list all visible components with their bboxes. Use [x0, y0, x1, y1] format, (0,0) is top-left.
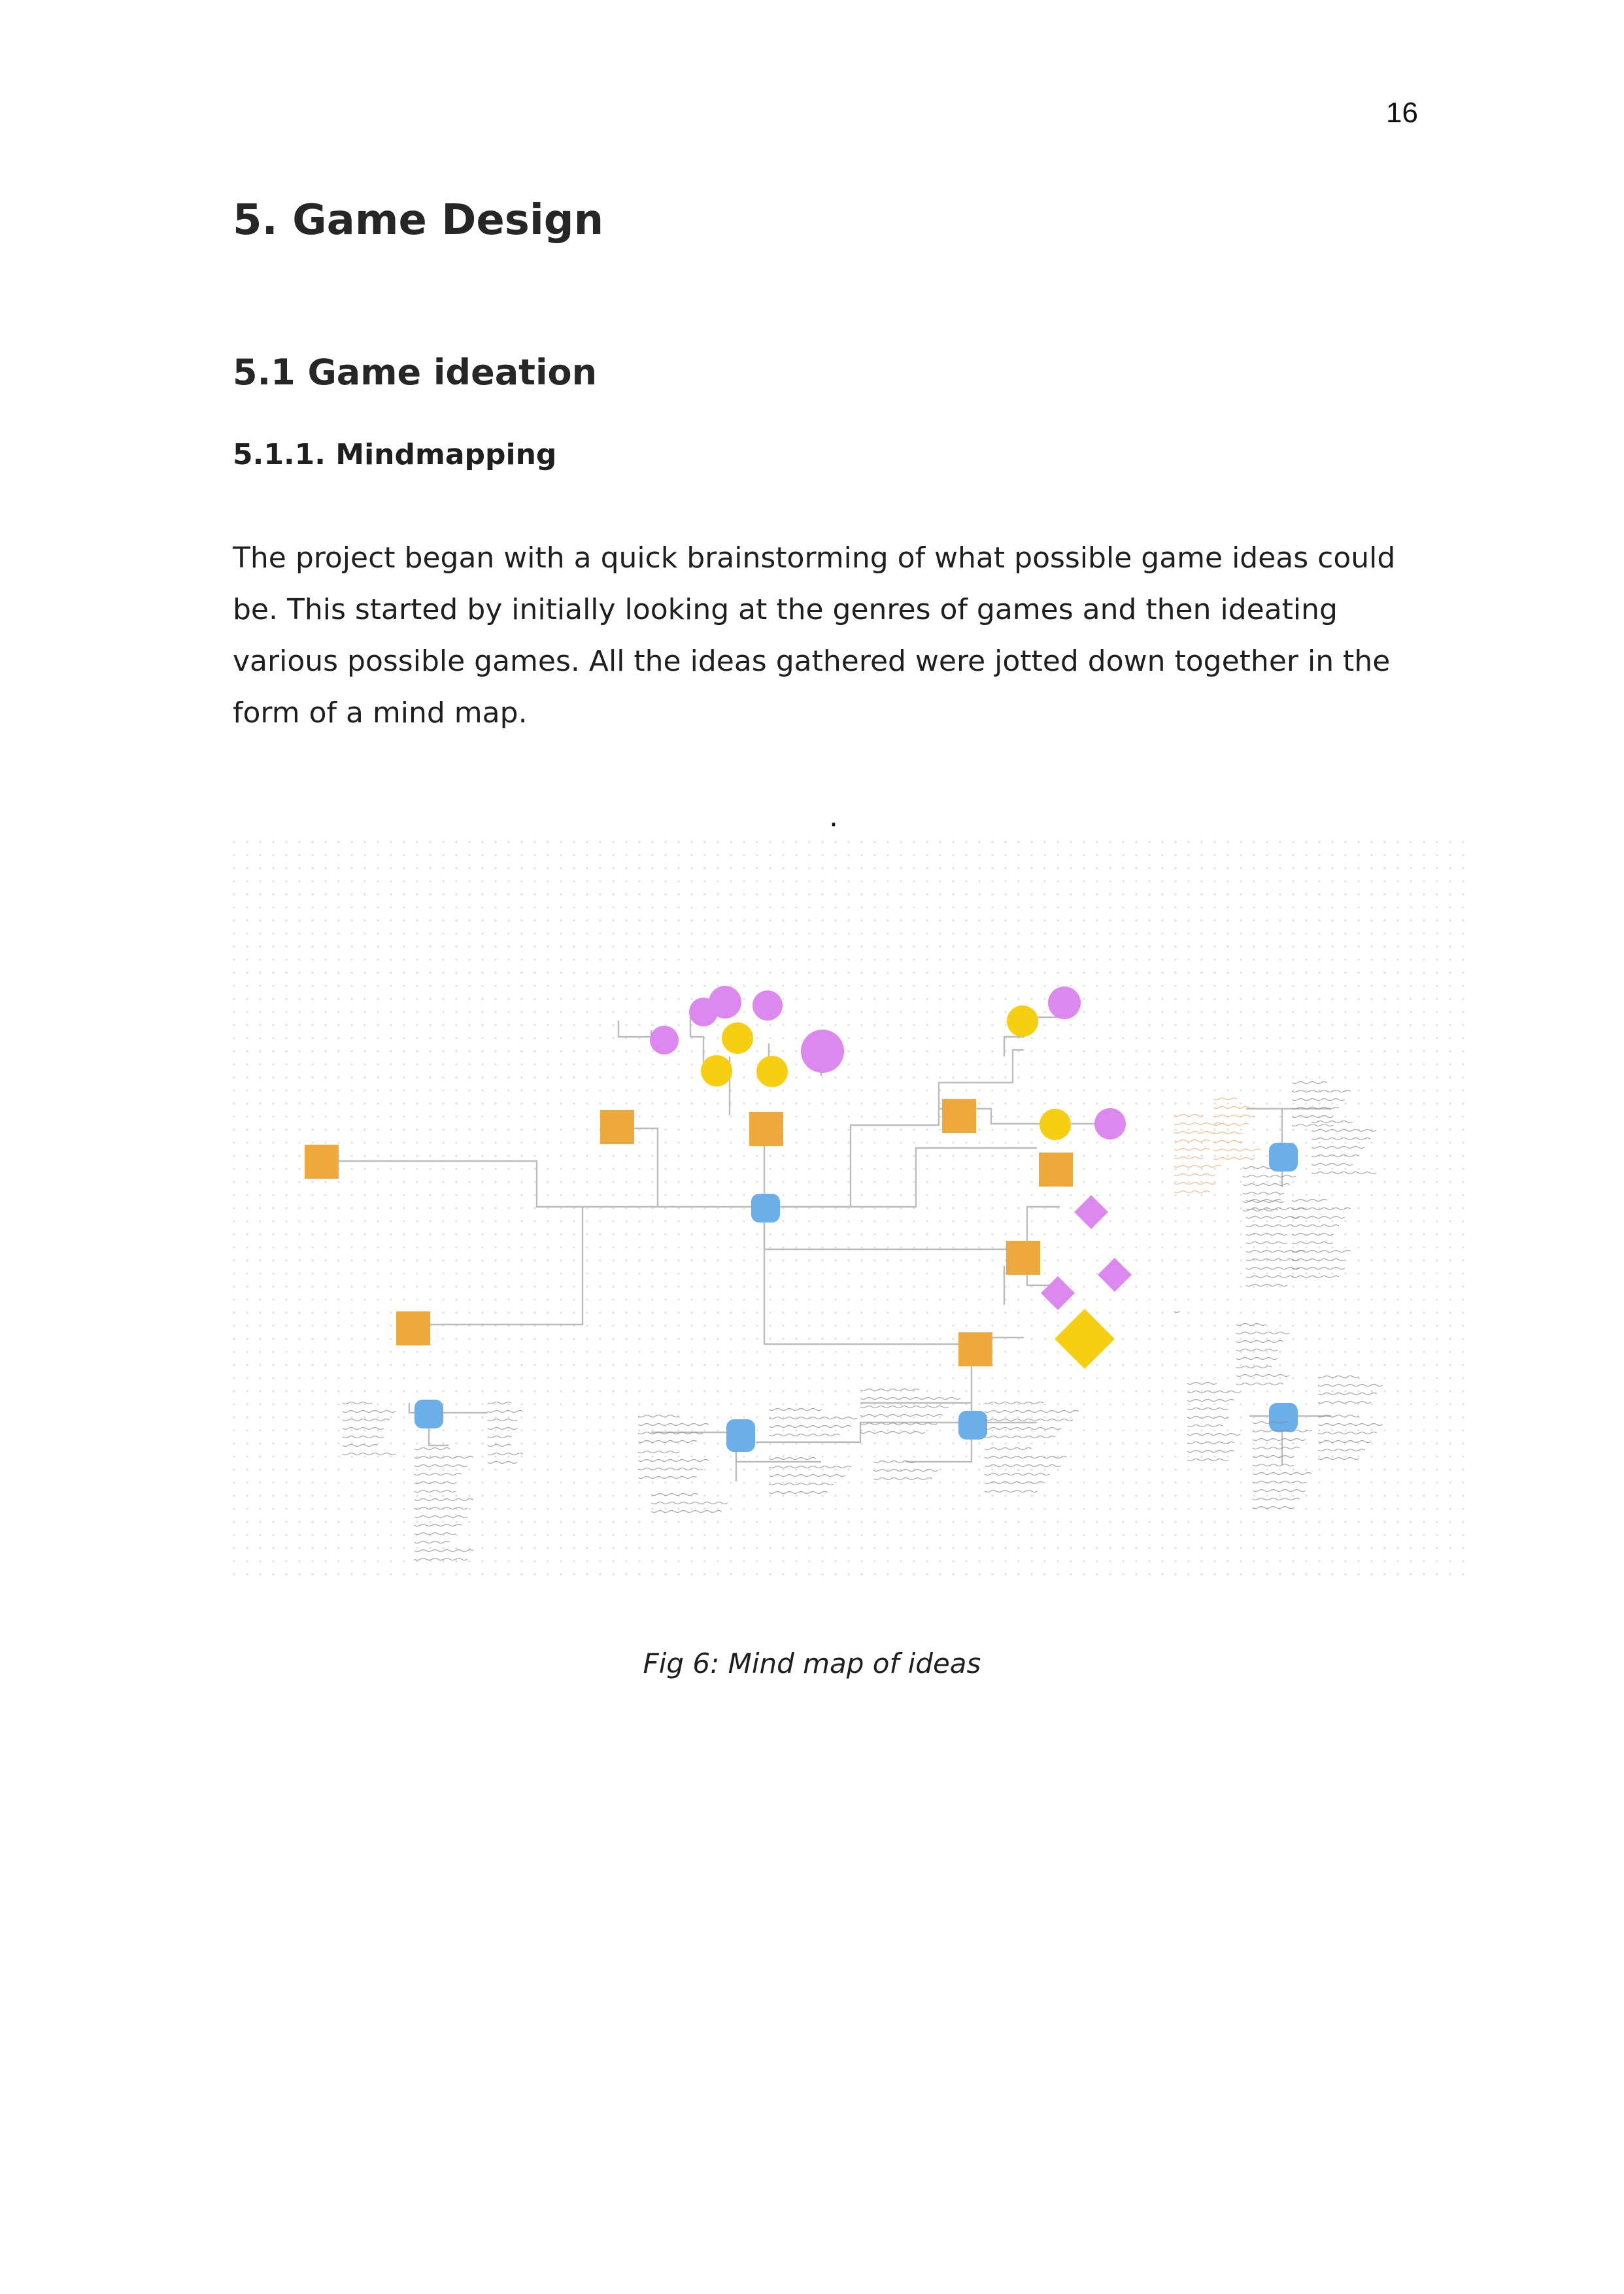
pink-idea-node — [650, 1026, 679, 1054]
pink-idea-node — [1048, 987, 1081, 1019]
yellow-idea-node — [756, 1056, 788, 1087]
chapter-heading: 5. Game Design — [233, 196, 604, 245]
blue-hub-node — [751, 1194, 780, 1223]
orange-topic-node — [600, 1110, 634, 1144]
yellow-idea-node — [1040, 1109, 1071, 1140]
yellow-idea-node — [1007, 1005, 1038, 1037]
dot-grid-background — [233, 841, 1468, 1586]
mind-map-image — [233, 841, 1468, 1586]
yellow-idea-node — [701, 1055, 732, 1087]
blue-hub-node — [958, 1411, 987, 1440]
orange-topic-node — [958, 1332, 992, 1366]
orange-topic-node — [1006, 1241, 1040, 1275]
mind-map-figure — [233, 841, 1468, 1586]
orange-topic-node — [749, 1112, 783, 1146]
orange-topic-node — [942, 1099, 976, 1133]
orange-topic-node — [396, 1311, 430, 1345]
subsection-heading: 5.1.1. Mindmapping — [233, 438, 557, 471]
pink-idea-node — [709, 986, 741, 1019]
figure-caption: Fig 6: Mind map of ideas — [643, 1647, 981, 1679]
stray-mark: . — [829, 800, 838, 834]
page-number: 16 — [1386, 97, 1418, 129]
blue-hub-node — [1269, 1403, 1298, 1432]
body-paragraph: The project began with a quick brainstorming of what possible game ideas could be. This started by initially looking at the genres of games and then ideating various possible games. All the ideas gathered were jotted down together in the form of a mind map. — [233, 541, 1396, 730]
pink-idea-node — [753, 990, 783, 1020]
orange-topic-node — [1039, 1153, 1073, 1187]
pink-idea-node — [1094, 1108, 1126, 1139]
blue-hub-node — [726, 1419, 755, 1452]
blue-hub-node — [414, 1400, 443, 1428]
yellow-idea-node — [722, 1022, 753, 1054]
orange-topic-node — [305, 1145, 339, 1179]
blue-hub-node — [1269, 1143, 1298, 1172]
section-heading: 5.1 Game ideation — [233, 352, 598, 393]
pink-idea-node — [801, 1030, 844, 1073]
